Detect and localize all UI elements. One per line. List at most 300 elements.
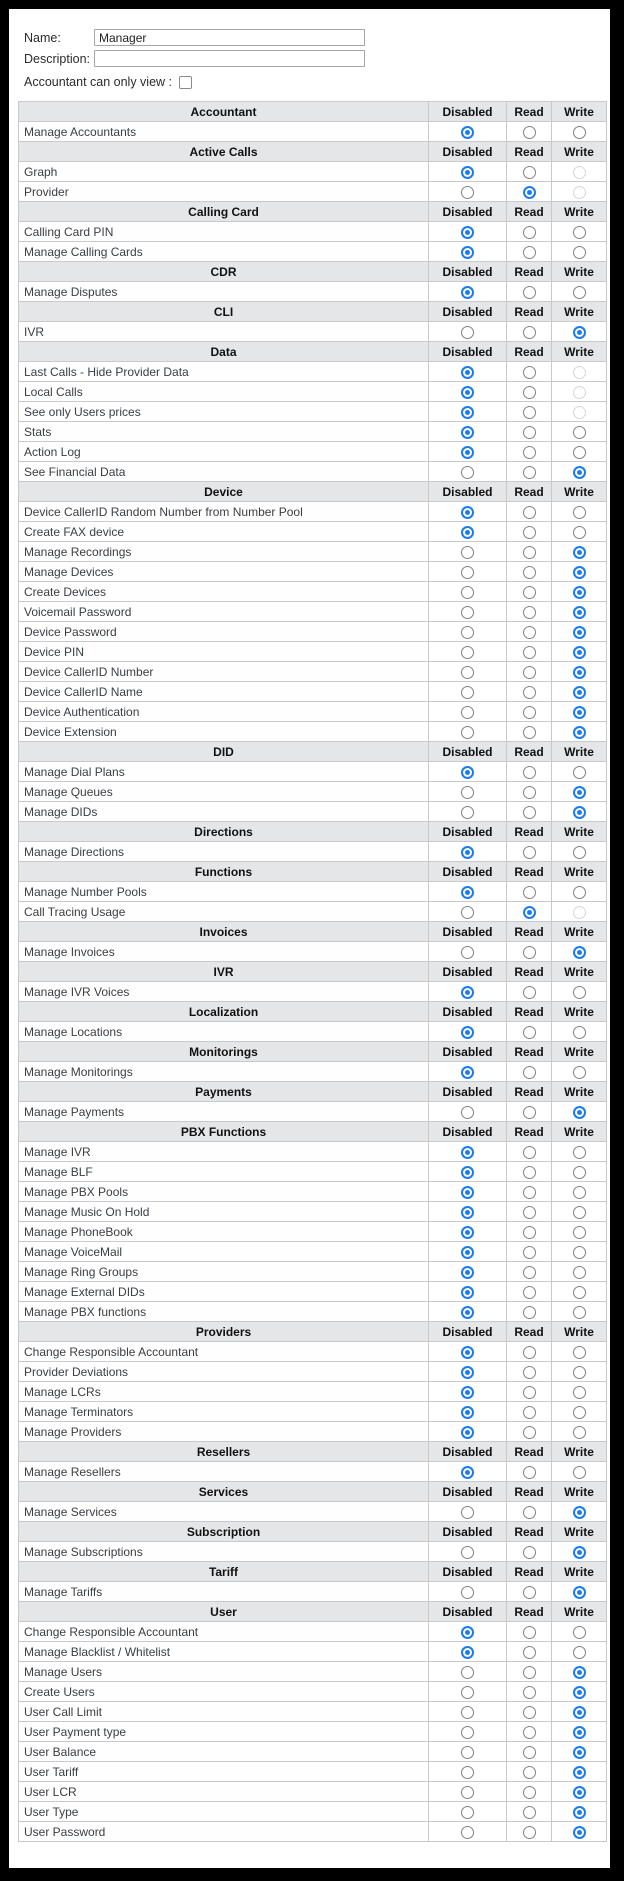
radio-write[interactable] bbox=[573, 546, 586, 559]
radio-read[interactable] bbox=[523, 566, 536, 579]
radio-write[interactable] bbox=[573, 1766, 586, 1779]
radio-write[interactable] bbox=[573, 1166, 586, 1179]
radio-read[interactable] bbox=[523, 1366, 536, 1379]
permission-label: Create Devices bbox=[19, 582, 429, 602]
table-row bbox=[19, 222, 607, 242]
radio-disabled[interactable] bbox=[461, 1806, 474, 1819]
table-row bbox=[19, 622, 607, 642]
radio-read[interactable] bbox=[523, 166, 536, 179]
name-row bbox=[24, 29, 610, 46]
radio-read[interactable] bbox=[523, 786, 536, 799]
radio-read[interactable] bbox=[523, 1706, 536, 1719]
table-row bbox=[19, 1342, 607, 1362]
radio-write[interactable] bbox=[573, 806, 586, 819]
radio-disabled[interactable] bbox=[461, 846, 474, 859]
radio-cell-write bbox=[552, 1382, 607, 1402]
permissions-table bbox=[18, 101, 607, 1842]
radio-write[interactable] bbox=[573, 606, 586, 619]
radio-disabled[interactable] bbox=[461, 1246, 474, 1259]
radio-cell-disabled bbox=[429, 1782, 507, 1802]
radio-disabled[interactable] bbox=[461, 166, 474, 179]
radio-disabled[interactable] bbox=[461, 906, 474, 919]
radio-read[interactable] bbox=[523, 906, 536, 919]
radio-cell-write bbox=[552, 1642, 607, 1662]
column-header-write: Write bbox=[552, 202, 607, 222]
radio-cell-read bbox=[507, 1102, 552, 1122]
radio-disabled[interactable] bbox=[461, 386, 474, 399]
permission-label: Create FAX device bbox=[19, 522, 429, 542]
radio-cell-disabled bbox=[429, 1662, 507, 1682]
radio-disabled[interactable] bbox=[461, 1686, 474, 1699]
radio-disabled[interactable] bbox=[461, 606, 474, 619]
radio-read[interactable] bbox=[523, 1826, 536, 1839]
radio-cell-read bbox=[507, 882, 552, 902]
radio-write[interactable] bbox=[573, 1286, 586, 1299]
radio-disabled[interactable] bbox=[461, 466, 474, 479]
radio-write[interactable] bbox=[573, 1666, 586, 1679]
radio-disabled[interactable] bbox=[461, 446, 474, 459]
column-header-disabled: Disabled bbox=[429, 1562, 507, 1582]
radio-read[interactable] bbox=[523, 1726, 536, 1739]
radio-write[interactable] bbox=[573, 1266, 586, 1279]
radio-write[interactable] bbox=[573, 566, 586, 579]
radio-cell-read bbox=[507, 122, 552, 142]
table-row bbox=[19, 382, 607, 402]
radio-read[interactable] bbox=[523, 1406, 536, 1419]
radio-disabled[interactable] bbox=[461, 1786, 474, 1799]
radio-cell-disabled bbox=[429, 522, 507, 542]
radio-write[interactable] bbox=[573, 1406, 586, 1419]
radio-read[interactable] bbox=[523, 1506, 536, 1519]
radio-write[interactable] bbox=[573, 1646, 586, 1659]
radio-disabled[interactable] bbox=[461, 246, 474, 259]
radio-cell-write bbox=[552, 622, 607, 642]
radio-read[interactable] bbox=[523, 1646, 536, 1659]
radio-cell-write bbox=[552, 322, 607, 342]
radio-write[interactable] bbox=[573, 506, 586, 519]
radio-cell-disabled bbox=[429, 402, 507, 422]
radio-disabled[interactable] bbox=[461, 946, 474, 959]
radio-disabled[interactable] bbox=[461, 1106, 474, 1119]
radio-write[interactable] bbox=[573, 1186, 586, 1199]
radio-read[interactable] bbox=[523, 1026, 536, 1039]
radio-disabled[interactable] bbox=[461, 886, 474, 899]
table-row bbox=[19, 782, 607, 802]
radio-read[interactable] bbox=[523, 1206, 536, 1219]
radio-write[interactable] bbox=[573, 1746, 586, 1759]
radio-write[interactable] bbox=[573, 1066, 586, 1079]
permission-label: Calling Card PIN bbox=[19, 222, 429, 242]
radio-read[interactable] bbox=[523, 1686, 536, 1699]
column-header-disabled: Disabled bbox=[429, 862, 507, 882]
section-header-row bbox=[19, 862, 607, 882]
radio-write[interactable] bbox=[573, 1426, 586, 1439]
radio-cell-read bbox=[507, 1542, 552, 1562]
radio-read[interactable] bbox=[523, 1166, 536, 1179]
radio-read[interactable] bbox=[523, 1346, 536, 1359]
radio-read[interactable] bbox=[523, 886, 536, 899]
section-title: Active Calls bbox=[19, 142, 429, 162]
permission-label: Manage Disputes bbox=[19, 282, 429, 302]
radio-disabled[interactable] bbox=[461, 786, 474, 799]
column-header-disabled: Disabled bbox=[429, 1042, 507, 1062]
radio-disabled[interactable] bbox=[461, 1706, 474, 1719]
radio-read[interactable] bbox=[523, 806, 536, 819]
permission-label: Device CallerID Number bbox=[19, 662, 429, 682]
radio-write[interactable] bbox=[573, 1826, 586, 1839]
radio-cell-disabled bbox=[429, 682, 507, 702]
table-row bbox=[19, 462, 607, 482]
radio-disabled[interactable] bbox=[461, 1546, 474, 1559]
radio-cell-read bbox=[507, 1062, 552, 1082]
radio-write[interactable] bbox=[573, 886, 586, 899]
radio-write[interactable] bbox=[573, 426, 586, 439]
radio-cell-disabled bbox=[429, 1262, 507, 1282]
table-row bbox=[19, 542, 607, 562]
permission-label: Manage IVR Voices bbox=[19, 982, 429, 1002]
radio-write[interactable] bbox=[573, 1726, 586, 1739]
radio-read[interactable] bbox=[523, 1786, 536, 1799]
table-row bbox=[19, 762, 607, 782]
radio-disabled[interactable] bbox=[461, 226, 474, 239]
radio-disabled[interactable] bbox=[461, 1146, 474, 1159]
radio-read[interactable] bbox=[523, 766, 536, 779]
radio-read[interactable] bbox=[523, 1426, 536, 1439]
radio-disabled[interactable] bbox=[461, 726, 474, 739]
radio-read[interactable] bbox=[523, 1386, 536, 1399]
radio-read[interactable] bbox=[523, 606, 536, 619]
radio-write[interactable] bbox=[573, 986, 586, 999]
radio-write[interactable] bbox=[573, 1346, 586, 1359]
radio-read[interactable] bbox=[523, 726, 536, 739]
radio-write[interactable] bbox=[573, 846, 586, 859]
radio-read[interactable] bbox=[523, 326, 536, 339]
radio-read[interactable] bbox=[523, 1666, 536, 1679]
radio-cell-disabled bbox=[429, 882, 507, 902]
radio-cell-write bbox=[552, 1282, 607, 1302]
accountant-view-checkbox[interactable] bbox=[179, 76, 192, 89]
radio-read[interactable] bbox=[523, 1766, 536, 1779]
section-header-row bbox=[19, 822, 607, 842]
radio-read[interactable] bbox=[523, 706, 536, 719]
radio-cell-disabled bbox=[429, 802, 507, 822]
radio-read[interactable] bbox=[523, 226, 536, 239]
permission-label: Manage Invoices bbox=[19, 942, 429, 962]
radio-write[interactable] bbox=[573, 1226, 586, 1239]
radio-read[interactable] bbox=[523, 1066, 536, 1079]
radio-read[interactable] bbox=[523, 846, 536, 859]
radio-read[interactable] bbox=[523, 986, 536, 999]
radio-disabled[interactable] bbox=[461, 1626, 474, 1639]
radio-cell-read bbox=[507, 1182, 552, 1202]
radio-write[interactable] bbox=[573, 1206, 586, 1219]
radio-write[interactable] bbox=[573, 586, 586, 599]
radio-cell-disabled bbox=[429, 122, 507, 142]
radio-cell-read bbox=[507, 1222, 552, 1242]
radio-disabled[interactable] bbox=[461, 586, 474, 599]
radio-read[interactable] bbox=[523, 126, 536, 139]
radio-write bbox=[573, 166, 586, 179]
radio-write[interactable] bbox=[573, 1626, 586, 1639]
radio-cell-disabled bbox=[429, 422, 507, 442]
radio-write[interactable] bbox=[573, 1506, 586, 1519]
radio-write[interactable] bbox=[573, 1246, 586, 1259]
radio-disabled[interactable] bbox=[461, 1746, 474, 1759]
table-row bbox=[19, 322, 607, 342]
section-title: Localization bbox=[19, 1002, 429, 1022]
radio-read[interactable] bbox=[523, 686, 536, 699]
radio-cell-disabled bbox=[429, 1702, 507, 1722]
radio-read[interactable] bbox=[523, 1186, 536, 1199]
radio-read[interactable] bbox=[523, 386, 536, 399]
radio-cell-read bbox=[507, 462, 552, 482]
radio-read[interactable] bbox=[523, 366, 536, 379]
radio-cell-write bbox=[552, 1822, 607, 1842]
radio-disabled[interactable] bbox=[461, 186, 474, 199]
radio-write[interactable] bbox=[573, 1106, 586, 1119]
permission-label: Device CallerID Random Number from Number Pool bbox=[19, 502, 429, 522]
table-row bbox=[19, 1542, 607, 1562]
table-row bbox=[19, 1822, 607, 1842]
radio-disabled[interactable] bbox=[461, 1066, 474, 1079]
radio-cell-write bbox=[552, 1142, 607, 1162]
radio-write[interactable] bbox=[573, 626, 586, 639]
radio-write[interactable] bbox=[573, 246, 586, 259]
radio-disabled[interactable] bbox=[461, 406, 474, 419]
radio-cell-write bbox=[552, 842, 607, 862]
radio-read[interactable] bbox=[523, 1226, 536, 1239]
radio-disabled[interactable] bbox=[461, 806, 474, 819]
table-row bbox=[19, 582, 607, 602]
radio-disabled[interactable] bbox=[461, 1766, 474, 1779]
radio-disabled[interactable] bbox=[461, 1286, 474, 1299]
radio-disabled[interactable] bbox=[461, 1186, 474, 1199]
radio-read[interactable] bbox=[523, 1306, 536, 1319]
radio-disabled[interactable] bbox=[461, 326, 474, 339]
radio-disabled[interactable] bbox=[461, 366, 474, 379]
radio-disabled[interactable] bbox=[461, 1406, 474, 1419]
radio-write[interactable] bbox=[573, 446, 586, 459]
radio-disabled[interactable] bbox=[461, 1226, 474, 1239]
permission-label: Manage Locations bbox=[19, 1022, 429, 1042]
radio-read[interactable] bbox=[523, 946, 536, 959]
name-input[interactable] bbox=[94, 29, 365, 46]
permission-label: Provider bbox=[19, 182, 429, 202]
radio-write[interactable] bbox=[573, 1806, 586, 1819]
radio-read[interactable] bbox=[523, 526, 536, 539]
permission-label: Manage Tariffs bbox=[19, 1582, 429, 1602]
radio-read[interactable] bbox=[523, 1146, 536, 1159]
radio-cell-write bbox=[552, 1662, 607, 1682]
radio-disabled[interactable] bbox=[461, 286, 474, 299]
radio-write[interactable] bbox=[573, 1306, 586, 1319]
radio-read[interactable] bbox=[523, 186, 536, 199]
table-row bbox=[19, 562, 607, 582]
radio-cell-read bbox=[507, 782, 552, 802]
radio-read[interactable] bbox=[523, 426, 536, 439]
radio-disabled[interactable] bbox=[461, 1346, 474, 1359]
radio-read[interactable] bbox=[523, 626, 536, 639]
radio-disabled[interactable] bbox=[461, 686, 474, 699]
radio-write[interactable] bbox=[573, 706, 586, 719]
radio-write[interactable] bbox=[573, 666, 586, 679]
radio-disabled[interactable] bbox=[461, 666, 474, 679]
radio-disabled[interactable] bbox=[461, 1826, 474, 1839]
radio-disabled[interactable] bbox=[461, 1306, 474, 1319]
radio-write[interactable] bbox=[573, 1146, 586, 1159]
radio-read[interactable] bbox=[523, 1586, 536, 1599]
radio-write[interactable] bbox=[573, 1366, 586, 1379]
radio-read[interactable] bbox=[523, 466, 536, 479]
radio-write[interactable] bbox=[573, 1786, 586, 1799]
radio-write[interactable] bbox=[573, 646, 586, 659]
radio-disabled[interactable] bbox=[461, 626, 474, 639]
radio-write[interactable] bbox=[573, 1386, 586, 1399]
radio-write[interactable] bbox=[573, 226, 586, 239]
radio-disabled[interactable] bbox=[461, 566, 474, 579]
radio-read[interactable] bbox=[523, 546, 536, 559]
table-row bbox=[19, 422, 607, 442]
column-header-disabled: Disabled bbox=[429, 202, 507, 222]
radio-cell-disabled bbox=[429, 1062, 507, 1082]
radio-cell-read bbox=[507, 642, 552, 662]
radio-cell-write bbox=[552, 162, 607, 182]
table-row bbox=[19, 722, 607, 742]
radio-disabled[interactable] bbox=[461, 706, 474, 719]
radio-disabled[interactable] bbox=[461, 1206, 474, 1219]
radio-cell-read bbox=[507, 662, 552, 682]
radio-disabled[interactable] bbox=[461, 646, 474, 659]
radio-disabled[interactable] bbox=[461, 986, 474, 999]
section-header-row bbox=[19, 922, 607, 942]
table-row bbox=[19, 1582, 607, 1602]
radio-write[interactable] bbox=[573, 1586, 586, 1599]
table-row bbox=[19, 1222, 607, 1242]
radio-disabled[interactable] bbox=[461, 1646, 474, 1659]
radio-cell-write bbox=[552, 702, 607, 722]
radio-read[interactable] bbox=[523, 1466, 536, 1479]
radio-disabled[interactable] bbox=[461, 1426, 474, 1439]
radio-write[interactable] bbox=[573, 1466, 586, 1479]
column-header-write: Write bbox=[552, 482, 607, 502]
permission-label: Manage LCRs bbox=[19, 1382, 429, 1402]
radio-cell-read bbox=[507, 542, 552, 562]
radio-write[interactable] bbox=[573, 326, 586, 339]
radio-cell-write bbox=[552, 882, 607, 902]
column-header-read: Read bbox=[507, 1562, 552, 1582]
radio-read[interactable] bbox=[523, 586, 536, 599]
radio-cell-write bbox=[552, 1702, 607, 1722]
radio-cell-disabled bbox=[429, 1822, 507, 1842]
section-header-row bbox=[19, 102, 607, 122]
radio-read[interactable] bbox=[523, 246, 536, 259]
section-title: Functions bbox=[19, 862, 429, 882]
radio-read[interactable] bbox=[523, 406, 536, 419]
column-header-write: Write bbox=[552, 102, 607, 122]
section-header-row bbox=[19, 1522, 607, 1542]
radio-write[interactable] bbox=[573, 126, 586, 139]
radio-cell-disabled bbox=[429, 1582, 507, 1602]
radio-disabled[interactable] bbox=[461, 546, 474, 559]
radio-read[interactable] bbox=[523, 1246, 536, 1259]
radio-disabled[interactable] bbox=[461, 1466, 474, 1479]
radio-write[interactable] bbox=[573, 1706, 586, 1719]
radio-disabled[interactable] bbox=[461, 1166, 474, 1179]
description-input[interactable] bbox=[94, 50, 365, 67]
radio-write[interactable] bbox=[573, 466, 586, 479]
radio-disabled[interactable] bbox=[461, 1386, 474, 1399]
radio-write[interactable] bbox=[573, 1546, 586, 1559]
radio-read[interactable] bbox=[523, 646, 536, 659]
radio-read[interactable] bbox=[523, 1806, 536, 1819]
radio-read[interactable] bbox=[523, 286, 536, 299]
table-row bbox=[19, 662, 607, 682]
radio-disabled[interactable] bbox=[461, 126, 474, 139]
radio-disabled[interactable] bbox=[461, 506, 474, 519]
radio-write[interactable] bbox=[573, 726, 586, 739]
column-header-read: Read bbox=[507, 862, 552, 882]
radio-read[interactable] bbox=[523, 1546, 536, 1559]
table-row bbox=[19, 902, 607, 922]
permission-label: Manage Queues bbox=[19, 782, 429, 802]
radio-disabled[interactable] bbox=[461, 766, 474, 779]
table-row bbox=[19, 882, 607, 902]
radio-cell-disabled bbox=[429, 902, 507, 922]
radio-write[interactable] bbox=[573, 946, 586, 959]
table-row bbox=[19, 1102, 607, 1122]
radio-disabled[interactable] bbox=[461, 1726, 474, 1739]
section-header-row bbox=[19, 742, 607, 762]
radio-read[interactable] bbox=[523, 1106, 536, 1119]
radio-read[interactable] bbox=[523, 1266, 536, 1279]
radio-read[interactable] bbox=[523, 1626, 536, 1639]
radio-disabled[interactable] bbox=[461, 426, 474, 439]
column-header-disabled: Disabled bbox=[429, 142, 507, 162]
radio-write[interactable] bbox=[573, 1686, 586, 1699]
radio-write[interactable] bbox=[573, 686, 586, 699]
radio-write[interactable] bbox=[573, 526, 586, 539]
permission-label: Manage Blacklist / Whitelist bbox=[19, 1642, 429, 1662]
radio-write[interactable] bbox=[573, 786, 586, 799]
radio-disabled[interactable] bbox=[461, 1026, 474, 1039]
radio-disabled[interactable] bbox=[461, 1266, 474, 1279]
radio-write[interactable] bbox=[573, 286, 586, 299]
radio-disabled[interactable] bbox=[461, 1666, 474, 1679]
radio-cell-disabled bbox=[429, 1622, 507, 1642]
radio-disabled[interactable] bbox=[461, 1366, 474, 1379]
radio-cell-read bbox=[507, 1362, 552, 1382]
radio-read[interactable] bbox=[523, 666, 536, 679]
radio-read[interactable] bbox=[523, 446, 536, 459]
radio-cell-disabled bbox=[429, 622, 507, 642]
column-header-read: Read bbox=[507, 962, 552, 982]
radio-write[interactable] bbox=[573, 766, 586, 779]
radio-cell-read bbox=[507, 1802, 552, 1822]
radio-read[interactable] bbox=[523, 506, 536, 519]
radio-read[interactable] bbox=[523, 1746, 536, 1759]
radio-write[interactable] bbox=[573, 1026, 586, 1039]
column-header-write: Write bbox=[552, 262, 607, 282]
radio-disabled[interactable] bbox=[461, 526, 474, 539]
radio-cell-read bbox=[507, 1722, 552, 1742]
radio-cell-read bbox=[507, 1282, 552, 1302]
radio-disabled[interactable] bbox=[461, 1586, 474, 1599]
radio-read[interactable] bbox=[523, 1286, 536, 1299]
radio-cell-disabled bbox=[429, 1102, 507, 1122]
radio-disabled[interactable] bbox=[461, 1506, 474, 1519]
section-title: Payments bbox=[19, 1082, 429, 1102]
radio-cell-write bbox=[552, 1582, 607, 1602]
